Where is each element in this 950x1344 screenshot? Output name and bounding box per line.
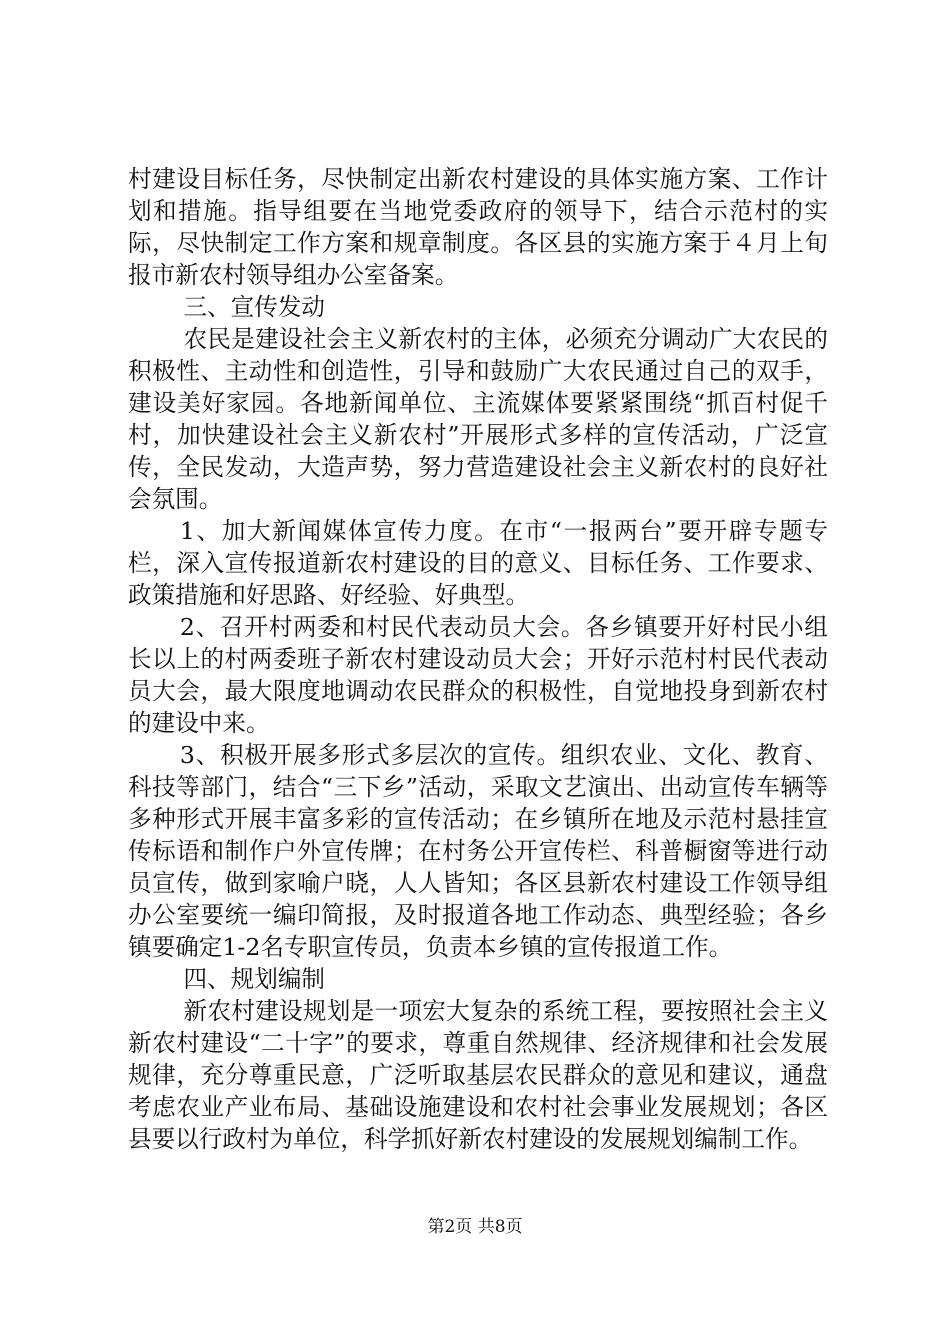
paragraph-continuation: 村建设目标任务，尽快制定出新农村建设的具体实施方案、工作计划和措施。指导组要在当地党委政府的领导下，结合示范村的实际，尽快制定工作方案和规章制度。各区县的实施方案于４月上旬报市新农村领导组办公室备案。 (128, 165, 828, 289)
paragraph-item-2: 2、召开村两委和村民代表动员大会。各乡镇要开好村民小组长以上的村两委班子新农村建设动员大会；开好示范村村民代表动员大会，最大限度地调动农民群众的积极性，自觉地投身到新农村的建设中来。 (128, 613, 828, 737)
document-body (128, 163, 828, 1155)
section-heading-planning: 四、规划编制 (183, 965, 326, 993)
paragraph-item-3: 3、积极开展多形式多层次的宣传。组织农业、文化、教育、科技等部门，结合“三下乡”活动，采取文艺演出、出动宣传车辆等多种形式开展丰富多彩的宣传活动；在乡镇所在地及示范村悬挂宣传标语和制作户外宣传牌；在村务公开宣传栏、科普橱窗等进行动员宣传，做到家喻户晓，人人皆知；各区县新农村建设工作领导组办公室要统一编印简报，及时报道各地工作动态、典型经验；各乡镇要确定1-2名专职宣传员，负责本乡镇的宣传报道工作。 (128, 741, 828, 961)
page-number: 第2页 共8页 (427, 1217, 523, 1237)
paragraph-item-1: 1、加大新闻媒体宣传力度。在市“一报两台”要开辟专题专栏，深入宣传报道新农村建设的目的意义、目标任务、工作要求、政策措施和好思路、好经验、好典型。 (128, 517, 828, 609)
paragraph-planning: 新农村建设规划是一项宏大复杂的系统工程，要按照社会主义新农村建设“二十字”的要求，尊重自然规律、经济规律和社会发展规律，充分尊重民意，广泛听取基层农民群众的意见和建议，通盘考虑农业产业布局、基础设施建设和农村社会事业发展规划；各区县要以行政村为单位，科学抓好新农村建设的发展规划编制工作。 (128, 997, 828, 1153)
section-heading-publicity: 三、宣传发动 (183, 293, 326, 321)
paragraph-publicity-intro: 农民是建设社会主义新农村的主体，必须充分调动广大农民的积极性、主动性和创造性，引导和鼓励广大农民通过自己的双手，建设美好家园。各地新闻单位、主流媒体要紧紧围绕“抓百村促千村，加快建设社会主义新农村”开展形式多样的宣传活动，广泛宣传，全民发动，大造声势，努力营造建设社会主义新农村的良好社会氛围。 (128, 325, 828, 513)
